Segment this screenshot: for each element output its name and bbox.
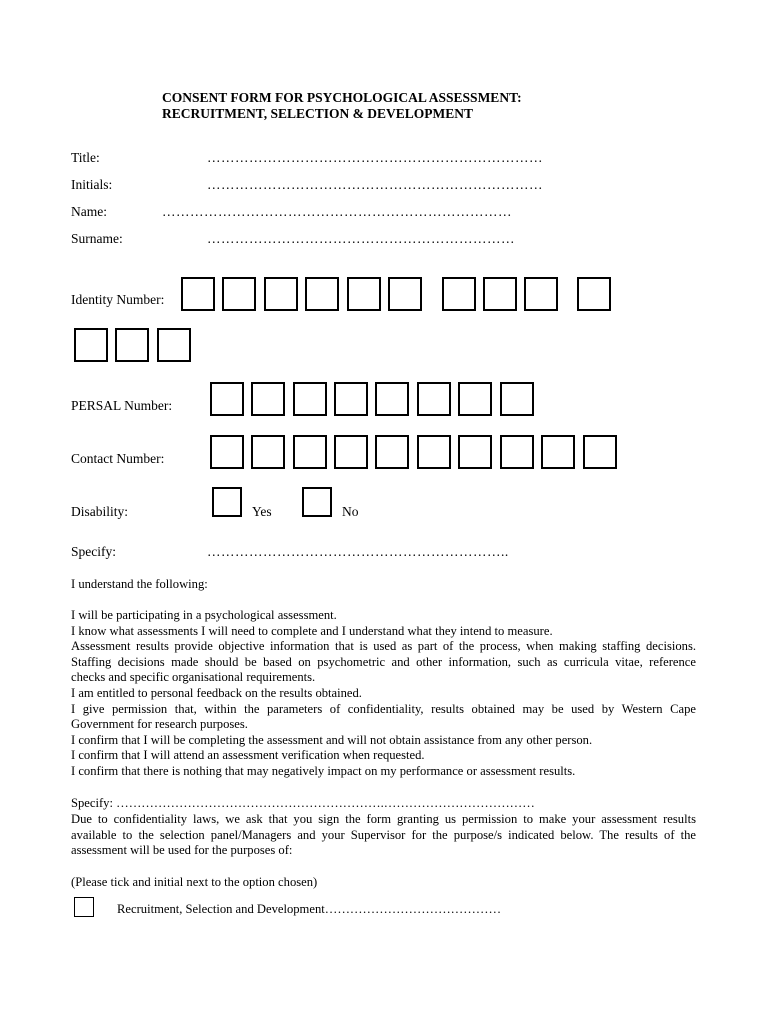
title-field[interactable]: ……………………………………………………………… bbox=[207, 150, 543, 165]
contact-number-label: Contact Number: bbox=[71, 451, 165, 466]
disability-yes-label: Yes bbox=[252, 504, 272, 519]
statement-7: I confirm that I will be completing the assessment and will not obtain assistance from any other person. bbox=[71, 732, 593, 747]
disability-no-label: No bbox=[342, 504, 359, 519]
identity-number-label: Identity Number: bbox=[71, 292, 165, 307]
id-digit-box[interactable] bbox=[524, 277, 558, 311]
persal-digit-box[interactable] bbox=[334, 382, 368, 416]
statement-5: I am entitled to personal feedback on the results obtained. bbox=[71, 685, 362, 700]
id-digit-box[interactable] bbox=[157, 328, 191, 362]
understand-intro: I understand the following: bbox=[71, 577, 208, 591]
statement-3: Assessment results provide objective information that is used as part of the process, when making staffing decisions. bbox=[71, 639, 696, 654]
id-digit-box[interactable] bbox=[483, 277, 517, 311]
statement-9: I confirm that there is nothing that may negatively impact on my performance or assessment results. bbox=[71, 763, 576, 778]
contact-digit-box[interactable] bbox=[251, 435, 285, 469]
contact-digit-box[interactable] bbox=[458, 435, 492, 469]
id-digit-box[interactable] bbox=[181, 277, 215, 311]
id-digit-box[interactable] bbox=[222, 277, 256, 311]
id-digit-box[interactable] bbox=[264, 277, 298, 311]
statement-2: I know what assessments I will need to complete and I understand what they intend to measure. bbox=[71, 623, 553, 638]
persal-digit-box[interactable] bbox=[458, 382, 492, 416]
id-digit-box[interactable] bbox=[74, 328, 108, 362]
persal-number-label: PERSAL Number: bbox=[71, 398, 173, 413]
disability-yes-checkbox[interactable] bbox=[212, 487, 242, 517]
statement-8: I confirm that I will attend an assessment verification when requested. bbox=[71, 748, 425, 763]
disability-label: Disability: bbox=[71, 504, 128, 519]
statement-6a: I give permission that, within the parameters of confidentiality, results obtained may be used by Western Cape bbox=[71, 701, 696, 716]
specify-label: Specify: bbox=[71, 544, 116, 559]
initials-label: Initials: bbox=[71, 177, 113, 192]
id-digit-box[interactable] bbox=[115, 328, 149, 362]
statement-4b: checks and specific organisational requirements. bbox=[71, 670, 316, 685]
form-title-line-1: CONSENT FORM FOR PSYCHOLOGICAL ASSESSMENT: bbox=[162, 90, 522, 105]
understanding-statements bbox=[71, 608, 696, 780]
contact-digit-box[interactable] bbox=[210, 435, 244, 469]
contact-digit-box[interactable] bbox=[293, 435, 327, 469]
form-title-line-2: RECRUITMENT, SELECTION & DEVELOPMENT bbox=[162, 106, 474, 121]
statement-1: I will be participating in a psychological assessment. bbox=[71, 608, 337, 622]
persal-digit-box[interactable] bbox=[251, 382, 285, 416]
name-field[interactable]: ………………………………………………………………… bbox=[162, 204, 512, 219]
initials-field[interactable]: ……………………………………………………………… bbox=[207, 177, 543, 192]
statement-4a: Staffing decisions made should be based on psychometric and other information, such as curricula vitae, reference bbox=[71, 654, 696, 669]
specify-field[interactable]: ……………………………………………………….. bbox=[207, 544, 509, 559]
option-recruitment-label: Recruitment, Selection and Development…………………………………… bbox=[117, 902, 502, 916]
id-digit-box[interactable] bbox=[577, 277, 611, 311]
id-digit-box[interactable] bbox=[388, 277, 422, 311]
id-digit-box[interactable] bbox=[305, 277, 339, 311]
persal-digit-box[interactable] bbox=[293, 382, 327, 416]
contact-digit-box[interactable] bbox=[500, 435, 534, 469]
confidentiality-line-1: Due to confidentiality laws, we ask that you sign the form granting us permission to make your assessment results bbox=[71, 812, 696, 826]
specify-field-2[interactable]: Specify: ……………………………………………………….……………………………… bbox=[71, 796, 535, 810]
option-recruitment-checkbox[interactable] bbox=[74, 897, 94, 917]
statement-6b: Government for research purposes. bbox=[71, 717, 248, 732]
contact-digit-box[interactable] bbox=[334, 435, 368, 469]
confidentiality-line-2: available to the selection panel/Managers and your Supervisor for the purpose/s indicated below. The results of the bbox=[71, 827, 696, 842]
persal-digit-box[interactable] bbox=[210, 382, 244, 416]
contact-digit-box[interactable] bbox=[375, 435, 409, 469]
contact-digit-box[interactable] bbox=[541, 435, 575, 469]
persal-digit-box[interactable] bbox=[417, 382, 451, 416]
persal-digit-box[interactable] bbox=[500, 382, 534, 416]
contact-digit-box[interactable] bbox=[417, 435, 451, 469]
name-label: Name: bbox=[71, 204, 107, 219]
persal-digit-box[interactable] bbox=[375, 382, 409, 416]
contact-digit-box[interactable] bbox=[583, 435, 617, 469]
tick-instruction: (Please tick and initial next to the option chosen) bbox=[71, 875, 318, 889]
disability-no-checkbox[interactable] bbox=[302, 487, 332, 517]
confidentiality-line-3: assessment will be used for the purposes of: bbox=[71, 843, 293, 858]
surname-label: Surname: bbox=[71, 231, 123, 246]
id-digit-box[interactable] bbox=[442, 277, 476, 311]
confidentiality-paragraph bbox=[71, 812, 696, 859]
id-digit-box[interactable] bbox=[347, 277, 381, 311]
title-label: Title: bbox=[71, 150, 100, 165]
surname-field[interactable]: ………………………………………………………… bbox=[207, 231, 515, 246]
